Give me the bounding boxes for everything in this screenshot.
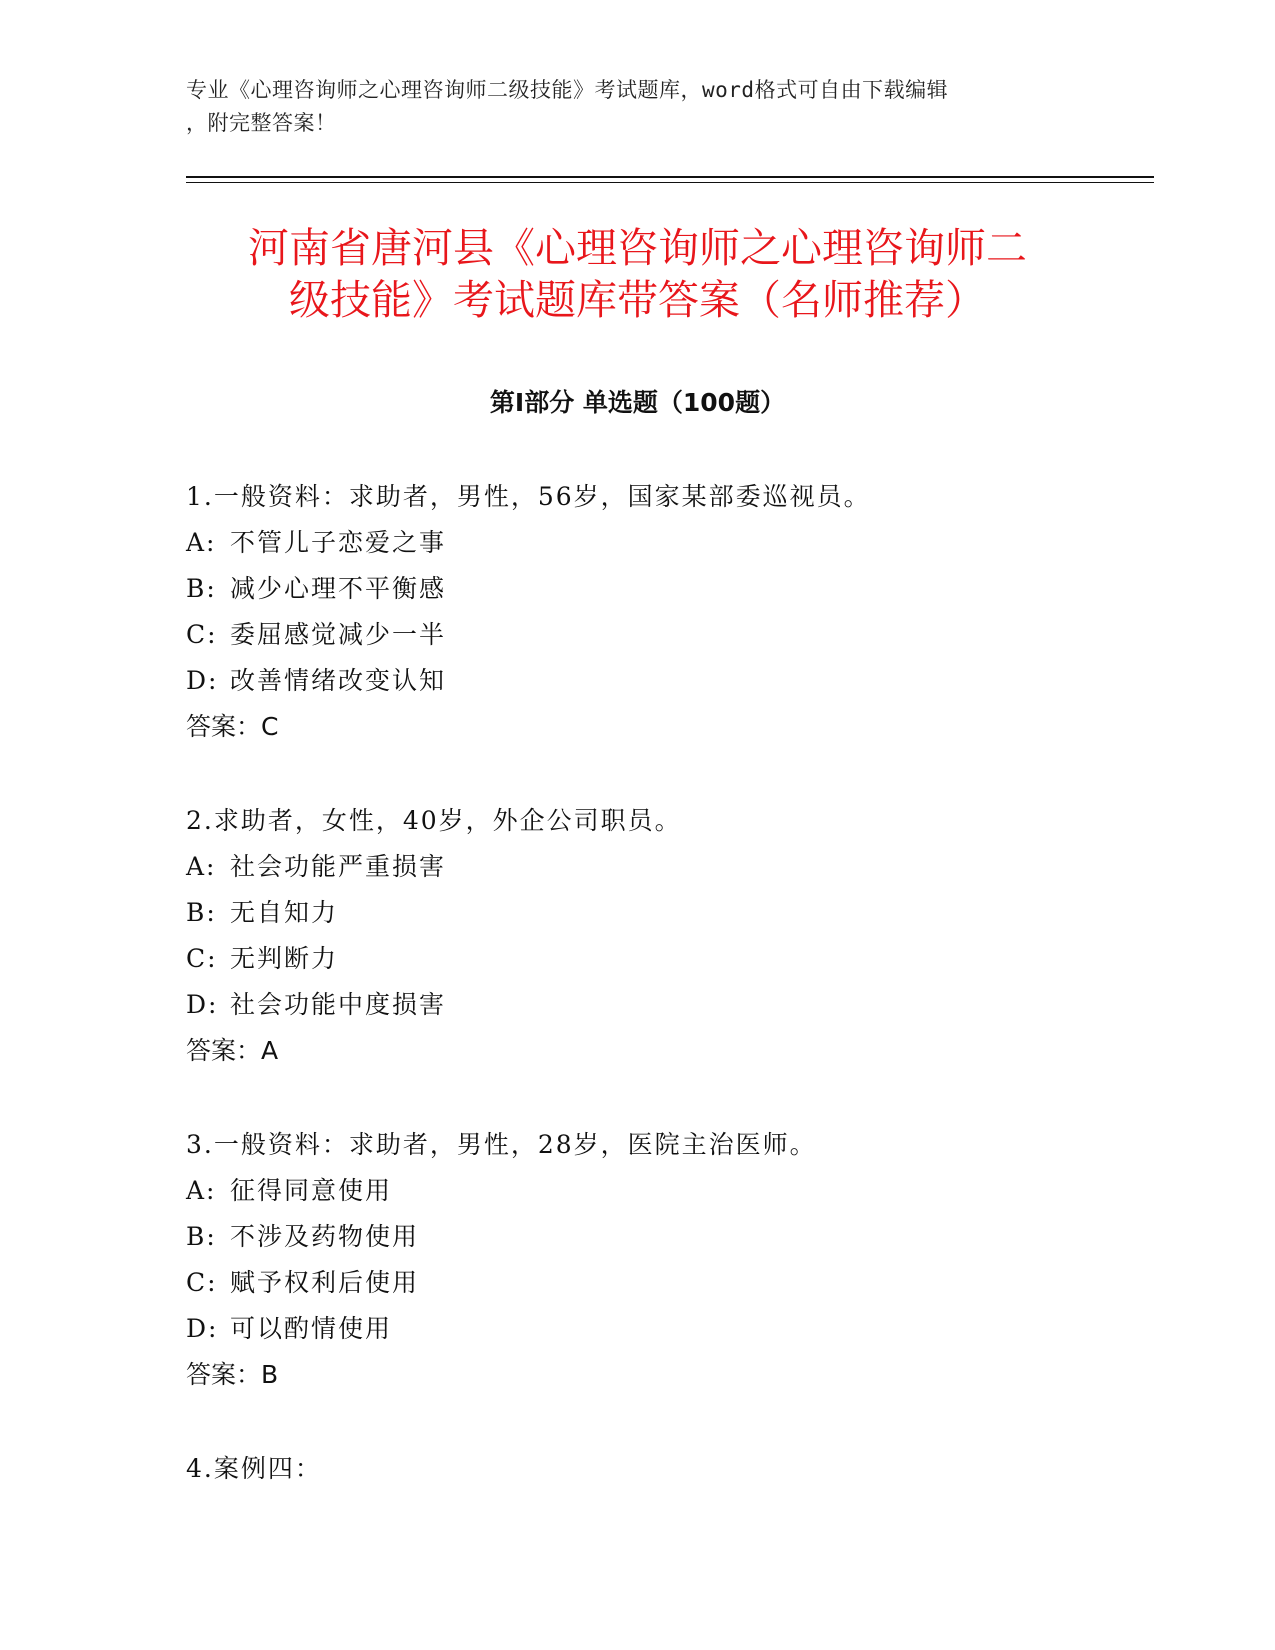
option-label: A: [186, 1176, 217, 1205]
option-text: 可以酌情使用 [230, 1314, 393, 1343]
section-heading: 第Ⅰ部分 单选题（100题） [489, 388, 786, 417]
option-b [186, 890, 1136, 936]
option-text: 减少心理不平衡感 [230, 574, 447, 603]
header-note-line-2: ，附完整答案！ [186, 111, 337, 135]
document-title-line-2: 级技能》考试题库带答案（名师推荐） [289, 276, 986, 324]
question-2 [186, 798, 1136, 1074]
question-list [186, 474, 1136, 1540]
question-answer: 答案：B [186, 1360, 279, 1389]
option-label: A: [186, 528, 217, 557]
option-c [186, 1260, 1136, 1306]
question-3 [186, 1122, 1136, 1398]
option-text: 委屈感觉减少一半 [230, 620, 447, 649]
option-text: 赋予权利后使用 [230, 1268, 420, 1297]
document-title [150, 222, 1125, 326]
question-stem: 1.一般资料：求助者，男性，56岁，国家某部委巡视员。 [186, 482, 871, 511]
question-stem: 3.一般资料：求助者，男性，28岁，医院主治医师。 [186, 1130, 817, 1159]
option-label: B: [186, 1222, 217, 1251]
header-note-line-1: 专业《心理咨询师之心理咨询师二级技能》考试题库，word格式可自由下载编辑 [186, 78, 949, 102]
question-stem: 4.案例四： [186, 1454, 322, 1483]
option-text: 改善情绪改变认知 [230, 666, 447, 695]
option-text: 征得同意使用 [230, 1176, 393, 1205]
question-answer: 答案：A [186, 1036, 279, 1065]
question-1 [186, 474, 1136, 750]
option-c [186, 936, 1136, 982]
option-c [186, 612, 1136, 658]
option-label: C: [186, 1268, 218, 1297]
option-a [186, 520, 1136, 566]
option-text: 不管儿子恋爱之事 [230, 528, 447, 557]
option-text: 社会功能严重损害 [230, 852, 447, 881]
document-title-line-1: 河南省唐河县《心理咨询师之心理咨询师二 [248, 224, 1027, 272]
option-text: 不涉及药物使用 [230, 1222, 420, 1251]
option-text: 无判断力 [230, 944, 339, 973]
question-answer: 答案：C [186, 712, 279, 741]
header-rule-thick [186, 176, 1154, 178]
header-note [186, 74, 1086, 140]
option-d [186, 658, 1136, 704]
option-label: D: [186, 990, 219, 1019]
option-a [186, 844, 1136, 890]
question-stem: 2.求助者，女性，40岁，外企公司职员。 [186, 806, 682, 835]
option-b [186, 1214, 1136, 1260]
option-label: A: [186, 852, 217, 881]
option-label: C: [186, 620, 218, 649]
option-text: 无自知力 [230, 898, 339, 927]
option-label: C: [186, 944, 218, 973]
option-label: D: [186, 1314, 219, 1343]
option-label: B: [186, 574, 217, 603]
question-4 [186, 1446, 1136, 1492]
option-d [186, 1306, 1136, 1352]
option-label: D: [186, 666, 219, 695]
header-rule-thin [186, 182, 1154, 183]
option-b [186, 566, 1136, 612]
option-text: 社会功能中度损害 [230, 990, 447, 1019]
option-a [186, 1168, 1136, 1214]
option-label: B: [186, 898, 217, 927]
option-d [186, 982, 1136, 1028]
